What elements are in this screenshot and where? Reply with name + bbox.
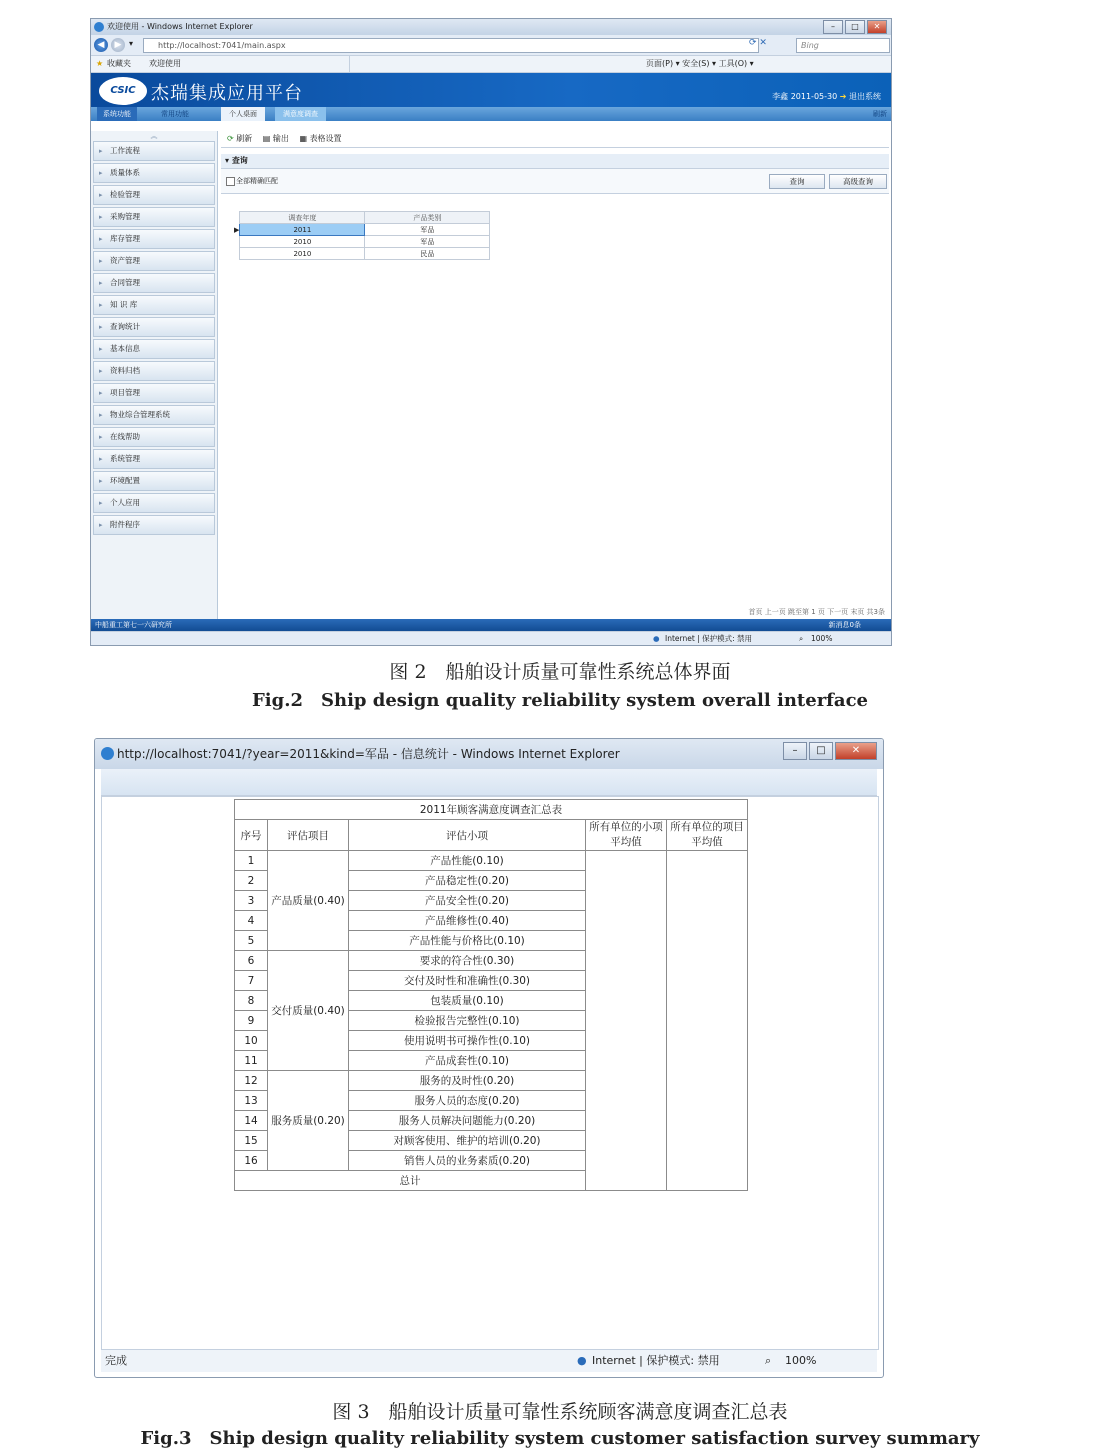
eval-sub-item: 产品安全性(0.20) (349, 891, 586, 911)
org-name: 中船重工第七一六研究所 (95, 621, 172, 629)
query-button[interactable]: 查询 (769, 174, 825, 189)
sidebar-item[interactable]: ▸ 库存管理 (93, 229, 215, 249)
sidebar-item[interactable]: ▸ 资产管理 (93, 251, 215, 271)
favorites-button[interactable]: 收藏夹 (107, 59, 131, 68)
survey-grid (234, 211, 490, 260)
content-pane (221, 131, 889, 619)
sidebar-item[interactable]: ▸ 质量体系 (93, 163, 215, 183)
table-row[interactable] (234, 236, 490, 248)
query-form (221, 169, 889, 194)
eval-item: 交付质量(0.40) (268, 951, 349, 1071)
message-count[interactable]: 新消息0条 (828, 621, 861, 629)
eval-sub-item: 服务人员解决问题能力(0.20) (349, 1111, 586, 1131)
table-title: 2011年顾客满意度调查汇总表 (235, 800, 748, 820)
app-title: 杰瑞集成应用平台 (151, 83, 303, 104)
ie-status-bar (101, 1349, 877, 1372)
collapse-up-icon[interactable]: ︽ (150, 132, 158, 140)
zoom-level[interactable]: 100% (811, 634, 833, 643)
favorites-tab[interactable]: 欢迎使用 (149, 56, 350, 72)
globe-icon: ● (577, 1354, 587, 1367)
forward-icon[interactable]: ▶ (111, 38, 125, 52)
table-row[interactable] (234, 224, 490, 236)
query-section-label: 查询 (231, 156, 248, 165)
header-item: 评估项目 (268, 820, 349, 851)
sidebar-item[interactable]: ▸ 查询统计 (93, 317, 215, 337)
header-sub-avg: 所有单位的小项平均值 (586, 820, 667, 851)
header-item-avg: 所有单位的项目平均值 (667, 820, 748, 851)
caption-fig2-en: Fig.2 Ship design quality reliability system overall interface (252, 690, 868, 711)
ie-status-bar (91, 631, 891, 646)
close-button[interactable]: ✕ (835, 742, 877, 760)
eval-sub-item: 包装质量(0.10) (349, 991, 586, 1011)
eval-sub-item: 对顾客使用、维护的培训(0.20) (349, 1131, 586, 1151)
row-number: 1 (235, 851, 268, 871)
export-icon: ▤ (262, 134, 271, 143)
summary-page (101, 796, 879, 1350)
chevron-down-icon: ▾ (225, 156, 230, 165)
query-section-header[interactable] (221, 154, 889, 169)
grid-cell[interactable]: 2010 (240, 248, 365, 260)
csic-logo: CSIC (99, 77, 147, 105)
eval-sub-item: 交付及时性和准确性(0.30) (349, 971, 586, 991)
sidebar-item[interactable]: ▸ 合同管理 (93, 273, 215, 293)
search-input[interactable]: Bing (796, 38, 890, 53)
favorites-bar (91, 56, 891, 73)
grid-cell[interactable]: 2011 (240, 224, 365, 236)
caption-fig3-en: Fig.3 Ship design quality reliability system customer satisfaction survey summary (140, 1428, 980, 1449)
logout-link[interactable]: 退出系统 (849, 92, 881, 101)
sidebar-item[interactable]: ▸ 基本信息 (93, 339, 215, 359)
sidebar-item[interactable]: ▸ 系统管理 (93, 449, 215, 469)
zone-status: Internet | 保护模式: 禁用 (592, 1354, 720, 1367)
row-number: 10 (235, 1031, 268, 1051)
logout-icon: ➔ (839, 92, 847, 101)
caption-fig2-cn: 图 2 船舶设计质量可靠性系统总体界面 (389, 661, 731, 683)
history-dropdown-icon[interactable]: ▾ (129, 39, 134, 48)
ie-logo-icon (101, 747, 114, 760)
row-number: 4 (235, 911, 268, 931)
sidebar-item[interactable]: ▸ 环境配置 (93, 471, 215, 491)
window-title-bar (95, 739, 883, 769)
minimize-button[interactable]: – (823, 20, 843, 34)
advanced-query-button[interactable]: 高级查询 (829, 174, 887, 189)
col-header-category[interactable]: 产品类别 (365, 212, 490, 224)
eval-sub-item: 产品稳定性(0.20) (349, 871, 586, 891)
eval-sub-item: 检验报告完整性(0.10) (349, 1011, 586, 1031)
sidebar-item[interactable]: ▸ 采购管理 (93, 207, 215, 227)
row-number: 8 (235, 991, 268, 1011)
grid-cell[interactable]: 民品 (365, 248, 490, 260)
grid-cell[interactable]: 军品 (365, 224, 490, 236)
ie-logo-icon (94, 22, 104, 32)
main-interface-window (90, 18, 892, 646)
window-title: 欢迎使用 - Windows Internet Explorer (107, 22, 253, 31)
col-header-year[interactable]: 调查年度 (240, 212, 365, 224)
app-header (91, 73, 891, 107)
table-row (235, 851, 748, 871)
sidebar-item[interactable]: ▸ 项目管理 (93, 383, 215, 403)
close-button[interactable]: ✕ (867, 20, 887, 34)
tab-personal-desktop[interactable]: 个人桌面 (221, 107, 265, 121)
tab-common-functions[interactable]: 常用功能 (161, 110, 189, 118)
sidebar-item[interactable]: ▸ 在线帮助 (93, 427, 215, 447)
caption-fig3-cn: 图 3 船舶设计质量可靠性系统顾客满意度调查汇总表 (332, 1401, 788, 1423)
grid-header-row (234, 212, 490, 224)
refresh-button[interactable]: 刷新 (236, 134, 253, 143)
eval-sub-item: 销售人员的业务素质(0.20) (349, 1151, 586, 1171)
tab-refresh-button[interactable]: 刷新 (873, 110, 887, 118)
sidebar-item[interactable]: ▸ 资料归档 (93, 361, 215, 381)
row-number: 14 (235, 1111, 268, 1131)
total-label: 总计 (235, 1171, 586, 1191)
row-number: 7 (235, 971, 268, 991)
window-title: http://localhost:7041/?year=2011&kind=军品 - 信息统计 - Windows Internet Explorer (117, 747, 620, 761)
row-number: 5 (235, 931, 268, 951)
minimize-button[interactable]: – (783, 742, 807, 760)
ie-command-bar[interactable]: 页面(P) ▾ 安全(S) ▾ 工具(O) ▾ (646, 59, 754, 68)
header-sub: 评估小项 (349, 820, 586, 851)
toolbar-band (101, 769, 877, 796)
grid-toolbar (221, 131, 889, 148)
url-input[interactable]: http://localhost:7041/main.aspx (143, 38, 759, 53)
user-info (772, 91, 881, 102)
header-no: 序号 (235, 820, 268, 851)
eval-sub-item: 产品维修性(0.40) (349, 911, 586, 931)
star-icon[interactable]: ★ (96, 59, 104, 68)
maximize-button[interactable]: □ (809, 742, 833, 760)
row-number: 13 (235, 1091, 268, 1111)
zoom-level[interactable]: 100% (785, 1354, 817, 1367)
row-number: 6 (235, 951, 268, 971)
refresh-stop-icons[interactable]: ⟳ ✕ (749, 38, 767, 48)
eval-item: 产品质量(0.40) (268, 851, 349, 951)
maximize-button[interactable]: □ (845, 20, 865, 34)
row-number: 11 (235, 1051, 268, 1071)
globe-icon: ● (653, 634, 660, 643)
sidebar-item[interactable]: ▸ 知 识 库 (93, 295, 215, 315)
eval-sub-item: 要求的符合性(0.30) (349, 951, 586, 971)
eval-sub-item: 产品性能(0.10) (349, 851, 586, 871)
export-button[interactable]: 输出 (272, 134, 289, 143)
user-date: 李鑫 2011-05-30 (772, 92, 838, 101)
tab-satisfaction-survey[interactable]: 满意度调查 (275, 107, 326, 121)
eval-sub-item: 使用说明书可操作性(0.10) (349, 1031, 586, 1051)
eval-sub-item: 服务的及时性(0.20) (349, 1071, 586, 1091)
sidebar (91, 131, 218, 619)
zoom-icon: ⌕ (799, 634, 804, 643)
sidebar-item[interactable]: ▸ 工作流程 (93, 141, 215, 161)
row-number: 15 (235, 1131, 268, 1151)
table-title-row (235, 800, 748, 820)
sidebar-item[interactable]: ▸ 检验管理 (93, 185, 215, 205)
item-avg-cell (667, 851, 748, 1191)
back-icon[interactable]: ◀ (94, 38, 108, 52)
grid-cell[interactable]: 军品 (365, 236, 490, 248)
sidebar-item[interactable]: ▸ 物业综合管理系统 (93, 405, 215, 425)
address-bar (91, 35, 891, 56)
sidebar-menu (91, 141, 217, 535)
app-footer (91, 619, 891, 631)
sub-avg-cell (586, 851, 667, 1191)
row-number: 9 (235, 1011, 268, 1031)
row-number: 2 (235, 871, 268, 891)
grid-cell[interactable]: 2010 (240, 236, 365, 248)
row-number: 3 (235, 891, 268, 911)
pager[interactable]: 首页 上一页 跳至第 1 页 下一页 末页 共3条 (748, 608, 885, 616)
summary-table (234, 799, 748, 1191)
exact-match-checkbox[interactable] (226, 177, 235, 186)
row-number: 12 (235, 1071, 268, 1091)
sidebar-item[interactable]: ▸ 附件程序 (93, 515, 215, 535)
eval-sub-item: 产品性能与价格比(0.10) (349, 931, 586, 951)
app-tabs (91, 107, 891, 121)
row-pointer-icon: ▶ (234, 225, 240, 234)
eval-sub-item: 产品成套性(0.10) (349, 1051, 586, 1071)
row-number: 16 (235, 1151, 268, 1171)
exact-match-label: 全部精确匹配 (236, 177, 278, 185)
eval-sub-item: 服务人员的态度(0.20) (349, 1091, 586, 1111)
zoom-icon: ⌕ (765, 1354, 772, 1367)
eval-item: 服务质量(0.20) (268, 1071, 349, 1171)
table-settings-button[interactable]: 表格设置 (309, 134, 342, 143)
zone-status: Internet | 保护模式: 禁用 (665, 634, 752, 643)
ie-title-bar (91, 19, 891, 35)
tab-system-functions[interactable]: 系统功能 (97, 107, 137, 121)
status-done: 完成 (105, 1354, 127, 1367)
table-header-row (235, 820, 748, 851)
refresh-icon: ⟳ (227, 134, 234, 143)
sidebar-item[interactable]: ▸ 个人应用 (93, 493, 215, 513)
table-settings-icon: ▦ (299, 134, 308, 143)
summary-window (94, 738, 884, 1378)
table-row[interactable] (234, 248, 490, 260)
